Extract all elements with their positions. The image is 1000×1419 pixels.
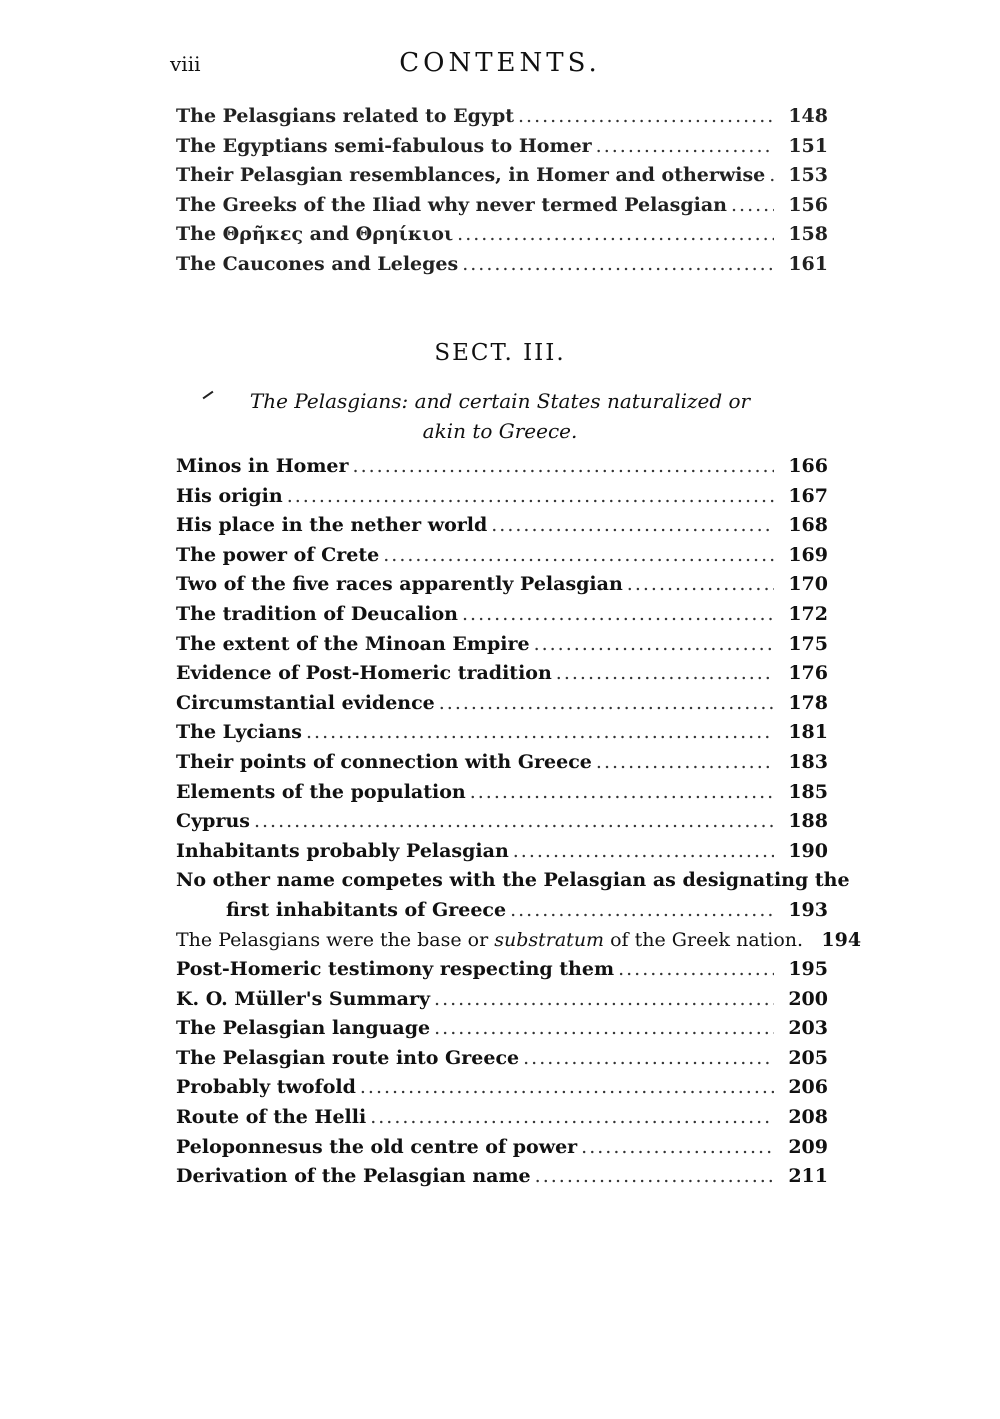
toc-entry-text: Post-Homeric testimony respecting them: [176, 958, 615, 981]
toc-entry-text: The Egyptians semi-fabulous to Homer: [176, 134, 592, 157]
toc-entry-text: The Lycians: [176, 721, 302, 744]
toc-entry: [176, 570, 828, 600]
toc-top-list: [176, 102, 828, 279]
toc-entry-text: Elements of the population: [176, 780, 466, 803]
toc-entry-page: 195: [788, 958, 828, 981]
toc-entry-page: 205: [788, 1046, 828, 1069]
toc-entry-page: 168: [788, 514, 828, 537]
toc-entry-text: The Greeks of the Iliad why never termed Pelasgian: [176, 193, 727, 216]
leader-dots: [627, 570, 774, 599]
leader-dots: [535, 1162, 774, 1191]
toc-entry: [176, 482, 828, 512]
toc-entry-text: K. O. Müller's Summary: [176, 987, 431, 1010]
toc-entry-text: Peloponnesus the old centre of power: [176, 1135, 578, 1158]
leader-dots: [769, 161, 774, 190]
toc-entry-page: 185: [788, 780, 828, 803]
leader-dots: [370, 1103, 774, 1132]
toc-entry-text: No other name competes with the Pelasgian as designating the: [176, 869, 850, 892]
toc-entry-text-italic: substratum: [494, 928, 605, 951]
toc-entry-page: 193: [788, 898, 828, 921]
toc-entry-text: The Pelasgian language: [176, 1017, 431, 1040]
toc-entry: [176, 102, 828, 132]
toc-entry-continuation: [176, 896, 828, 926]
leader-dots: [254, 807, 774, 836]
toc-entry: [176, 807, 828, 837]
toc-entry: [176, 748, 828, 778]
toc-entry: [176, 630, 828, 660]
toc-entry-page: 172: [788, 602, 828, 625]
toc-entry-page: 181: [788, 721, 828, 744]
toc-entry-text: The Pelasgian route into Greece: [176, 1046, 520, 1069]
toc-entry-page: 209: [788, 1135, 828, 1158]
section-subtitle-line: The Pelasgians: and certain States naturalized or: [249, 389, 751, 413]
toc-entry: [176, 837, 828, 867]
toc-entry: [176, 1014, 828, 1044]
leader-dots: [556, 659, 774, 688]
leader-dots: [434, 985, 774, 1014]
toc-entry-text: The power of Crete: [176, 543, 380, 566]
toc-entry-page: 190: [788, 839, 828, 862]
toc-entry-page: 183: [788, 750, 828, 773]
leader-dots: [491, 511, 774, 540]
toc-entry: [176, 718, 828, 748]
toc-entry: [176, 132, 828, 162]
leader-dots: [439, 689, 774, 718]
toc-entry-page: 148: [788, 105, 828, 127]
leader-dots: [457, 220, 774, 249]
toc-entry-text: Probably twofold: [176, 1076, 356, 1099]
section-subtitle: [200, 386, 800, 446]
leader-dots: [462, 250, 774, 279]
leader-dots: [383, 541, 774, 570]
toc-entry-page: 158: [788, 223, 828, 245]
leader-dots: [360, 1073, 774, 1102]
leader-dots: [462, 600, 774, 629]
toc-entry: [176, 1133, 828, 1163]
page-title: CONTENTS.: [399, 48, 601, 78]
toc-entry-page: 208: [788, 1106, 828, 1129]
leader-dots: [287, 482, 774, 511]
toc-entry-text: Two of the five races apparently Pelasgian: [176, 573, 623, 596]
toc-entry-text: Route of the Helli: [176, 1106, 367, 1129]
toc-entry: [176, 600, 828, 630]
toc-entry: [176, 1103, 828, 1133]
toc-entry-page: 203: [788, 1017, 828, 1040]
leader-dots: [353, 452, 774, 481]
toc-entry-page: 167: [788, 484, 828, 507]
toc-entry: [176, 778, 828, 808]
toc-entry-page: 206: [788, 1076, 828, 1099]
leader-dots: [470, 778, 774, 807]
toc-entry-page: 170: [788, 573, 828, 596]
toc-entry-text: The Pelasgians related to Egypt: [176, 105, 515, 127]
toc-entry: [176, 955, 828, 985]
toc-entry-text: Their Pelasgian resemblances, in Homer and otherwise: [176, 164, 766, 186]
toc-entry-page: 200: [788, 987, 828, 1010]
toc-entry-text: Derivation of the Pelasgian name: [176, 1165, 531, 1188]
section-subtitle-line: akin to Greece.: [422, 419, 578, 443]
leader-dots: [534, 630, 774, 659]
toc-entry-text: Cyprus: [176, 810, 250, 833]
toc-entry-text: The Caucones and Leleges: [176, 252, 459, 275]
toc-entry: [176, 1162, 828, 1192]
toc-entry: [176, 220, 828, 250]
section-title: SECT. III.: [434, 340, 566, 366]
toc-entry: [176, 985, 828, 1015]
toc-entry-page: 176: [788, 662, 828, 685]
leader-dots: [434, 1014, 774, 1043]
toc-entry-text-part: of the Greek nation.: [604, 928, 804, 951]
toc-entry-page: 166: [788, 455, 828, 477]
toc-entry-page: 188: [788, 810, 828, 833]
toc-entry: [176, 511, 828, 541]
toc-entry-page: 151: [788, 134, 828, 157]
toc-entry-page: 211: [788, 1165, 828, 1188]
toc-entry: [176, 250, 828, 280]
toc-entry-text: Their points of connection with Greece: [176, 750, 592, 773]
leader-dots: [510, 896, 774, 925]
toc-entry: [176, 689, 828, 719]
toc-entry-text: His place in the nether world: [176, 514, 488, 537]
toc-main-list: [176, 452, 862, 1192]
toc-entry: [176, 926, 862, 956]
toc-entry-text: His origin: [176, 484, 283, 507]
toc-entry-page: 194: [821, 928, 862, 951]
leader-dots: [596, 748, 774, 777]
toc-entry-page: 161: [788, 252, 828, 275]
toc-entry: [176, 452, 828, 482]
toc-entry-page: 156: [788, 193, 828, 216]
toc-entry-text: The extent of the Minoan Empire: [176, 632, 530, 655]
toc-entry-text: Inhabitants probably Pelasgian: [176, 839, 509, 862]
toc-entry-text: Evidence of Post-Homeric tradition: [176, 662, 552, 685]
toc-entry-text: [176, 926, 803, 955]
leader-dots: [581, 1133, 774, 1162]
toc-entry-text: Circumstantial evidence: [176, 691, 435, 714]
toc-entry: [176, 659, 828, 689]
toc-entry-text: The Θρῆκες and Θρηίκιοι: [176, 223, 454, 245]
leader-dots: [306, 718, 774, 747]
toc-entry-text-part: The Pelasgians were the base or: [176, 928, 495, 951]
toc-entry: [176, 191, 828, 221]
toc-entry: [176, 1073, 828, 1103]
leader-dots: [518, 102, 774, 131]
toc-entry-page: 175: [788, 632, 828, 655]
running-head: [170, 48, 830, 78]
toc-entry-multiline: [176, 866, 850, 925]
leader-dots: [513, 837, 774, 866]
toc-entry: [176, 161, 828, 191]
toc-entry-page: 153: [788, 164, 828, 186]
leader-dots: [618, 955, 774, 984]
leader-dots: [731, 191, 774, 220]
toc-entry-text: first inhabitants of Greece: [226, 898, 507, 921]
page-number: viii: [170, 52, 201, 76]
toc-entry-text: The tradition of Deucalion: [176, 602, 458, 625]
leader-dots: [596, 132, 774, 161]
toc-entry-text: Minos in Homer: [176, 455, 349, 477]
toc-entry: [176, 541, 828, 571]
toc-entry: [176, 1044, 828, 1074]
toc-entry-page: 178: [788, 691, 828, 714]
leader-dots: [523, 1044, 774, 1073]
toc-entry-page: 169: [788, 543, 828, 566]
